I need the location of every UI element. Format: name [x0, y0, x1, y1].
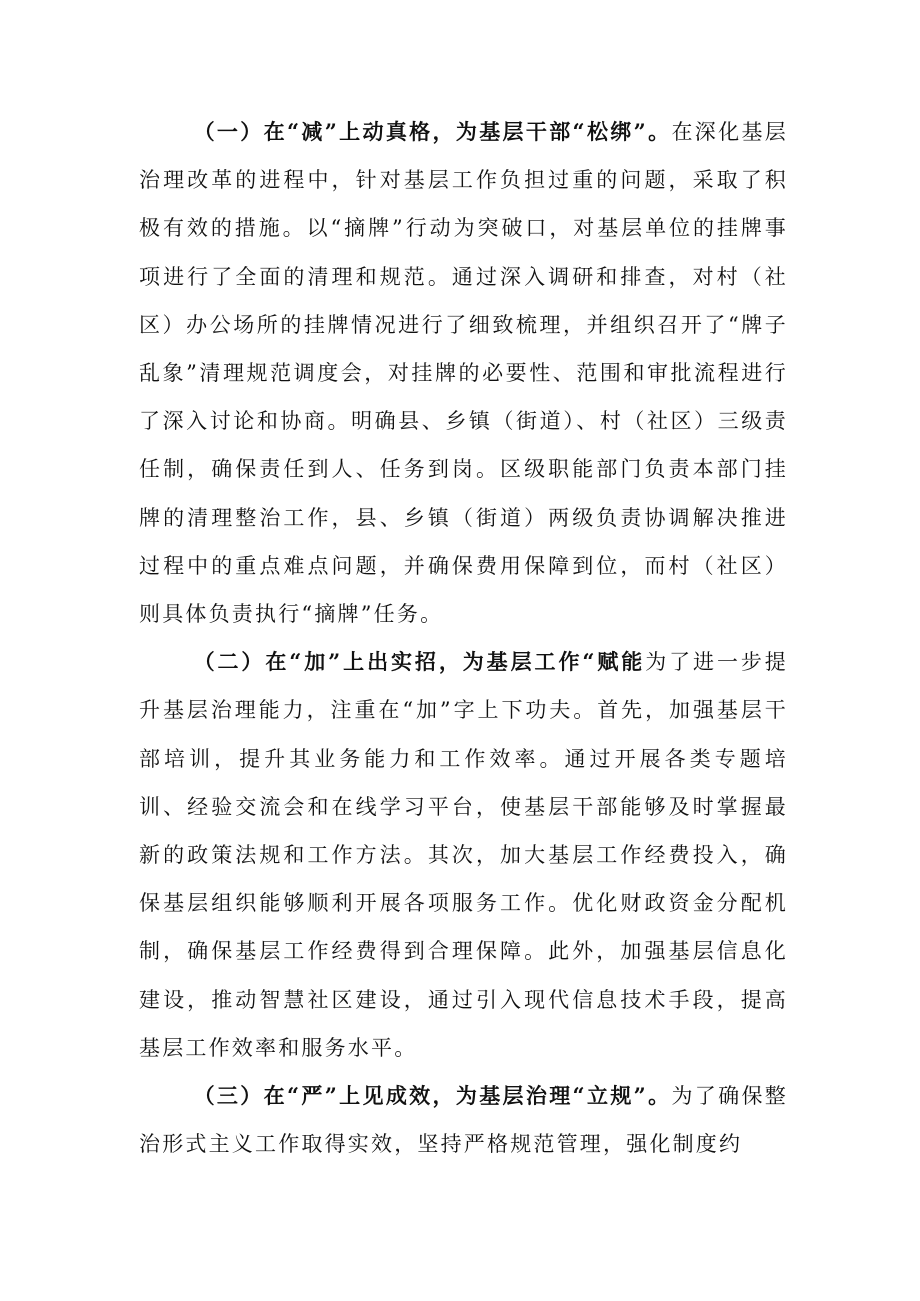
paragraph-2-heading: （二）在“加”上出实招，为基层工作“赋能: [193, 649, 646, 675]
paragraph-1-body: 在深化基层治理改革的进程中，针对基层工作负担过重的问题，采取了积极有效的措施。以“摘牌”行动为突破口，对基层单位的挂牌事项进行了全面的清理和规范。通过深入调研和排查，对村（社区）办公场所的挂牌情况进行了细致梳理，并组织召开了“牌子乱象”清理规范调度会，对挂牌的必要性、范围和审批流程进行了深入讨论和协商。明确县、乡镇（街道）、村（社区）三级责任制，确保责任到人、任务到岗。区级职能部门负责本部门挂牌的清理整治工作，县、乡镇（街道）两级负责协调解决推进过程中的重点难点问题，并确保费用保障到位，而村（社区）则具体负责执行“摘牌”任务。: [139, 120, 789, 627]
paragraph-2: [139, 638, 788, 1072]
paragraph-3: [139, 1072, 788, 1168]
paragraph-3-body: 为了确保整治形式主义工作取得实效，坚持严格规范管理，强化制度约: [139, 1084, 789, 1157]
paragraph-3-heading: （三）在“严”上见成效，为基层治理“立规”。: [193, 1083, 672, 1109]
paragraph-1: [139, 108, 788, 638]
paragraph-1-heading: （一）在“减”上动真格，为基层干部“松绑”。: [193, 119, 672, 144]
paragraph-2-body: 为了进一步提升基层治理能力，注重在“加”字上下功夫。首先，加强基层干部培训，提升其业务能力和工作效率。通过开展各类专题培训、经验交流会和在线学习平台，使基层干部能够及时掌握最新的政策法规和工作方法。其次，加大基层工作经费投入，确保基层组织能够顺利开展各项服务工作。优化财政资金分配机制，确保基层工作经费得到合理保障。此外，加强基层信息化建设，推动智慧社区建设，通过引入现代信息技术手段，提高基层工作效率和服务水平。: [139, 650, 788, 1060]
